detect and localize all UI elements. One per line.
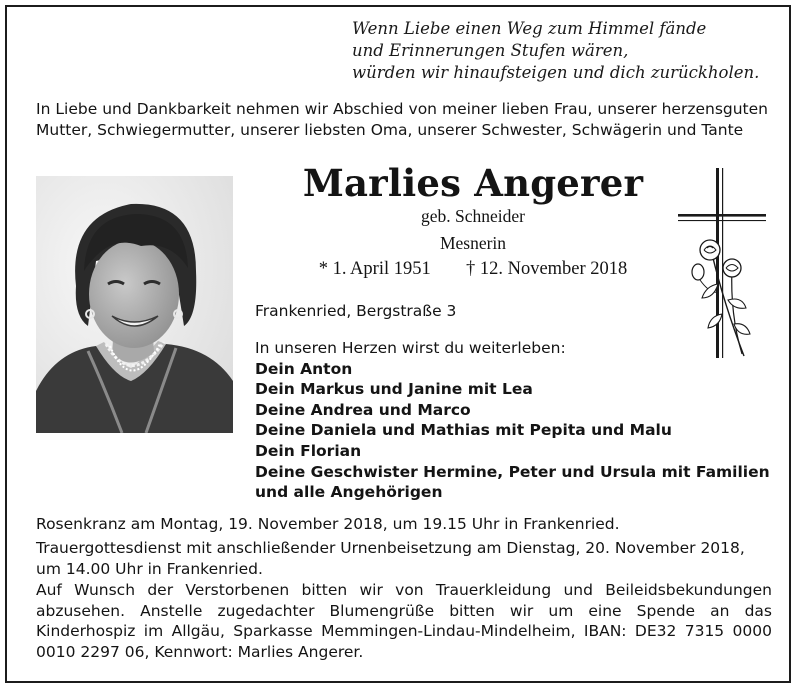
birth-date: * 1. April 1951 <box>318 259 431 279</box>
mourner-name: Dein Anton <box>255 359 353 378</box>
intro-text: In Liebe und Dankbarkeit nehmen wir Abschied von meiner lieben Frau, unserer herzensguten Mutter, Schwiegermutter, unserer liebsten Oma, unserer Schwester, Schwägerin und Tante <box>36 100 768 139</box>
death-date: † 12. November 2018 <box>465 259 628 279</box>
mourner-name: Dein Markus und Janine mit Lea <box>255 380 533 399</box>
occupation: Mesnerin <box>439 233 507 253</box>
mourner-name: Deine Andrea und Marco <box>255 400 471 419</box>
mourner-name: und alle Angehörigen <box>255 483 443 502</box>
birth-name: geb. Schneider <box>421 206 525 226</box>
mourner-name: Dein Florian <box>255 441 362 460</box>
funeral-service-notice: Trauergottesdienst mit anschließender Urnenbeisetzung am Dienstag, 20. November 2018, um 14.00 Uhr in Frankenried. <box>36 539 745 578</box>
portrait-illustration <box>36 176 233 433</box>
mourners-list <box>255 338 770 503</box>
address: Frankenried, Bergstraße 3 <box>255 302 457 320</box>
poem-line-1: Wenn Liebe einen Weg zum Himmel fände <box>352 19 707 38</box>
poem-line-2: und Erinnerungen Stufen wären, <box>352 41 629 60</box>
life-dates <box>258 257 688 281</box>
poem-line-3: würden wir hinaufsteigen und dich zurückholen. <box>352 63 760 82</box>
rosary-notice: Rosenkranz am Montag, 19. November 2018, um 19.15 Uhr in Frankenried. <box>36 515 620 533</box>
donation-notice: Auf Wunsch der Verstorbenen bitten wir von Trauerkleidung und Beileidsbekundungen abzusehen. Anstelle zugedachter Blumengrüße bitten wir um eine Spende an das Kinderhospiz im Allgäu, Sparkasse Memmingen-Lindau-Mindelheim, IBAN: DE32 7315 0000 0010 2297 06, Kennwort: Marlies Angerer. <box>36 581 772 661</box>
mourners-heading: In unseren Herzen wirst du weiterleben: <box>255 339 566 357</box>
poem <box>352 18 792 84</box>
mourner-name: Deine Daniela und Mathias mit Pepita und Malu <box>255 421 672 440</box>
cross-with-rose-icon <box>672 164 772 364</box>
mourner-name: Deine Geschwister Hermine, Peter und Ursula mit Familien <box>255 462 770 481</box>
portrait-photo <box>36 176 233 433</box>
cross-rose-illustration <box>672 164 772 364</box>
deceased-name: Marlies Angerer <box>302 161 644 205</box>
